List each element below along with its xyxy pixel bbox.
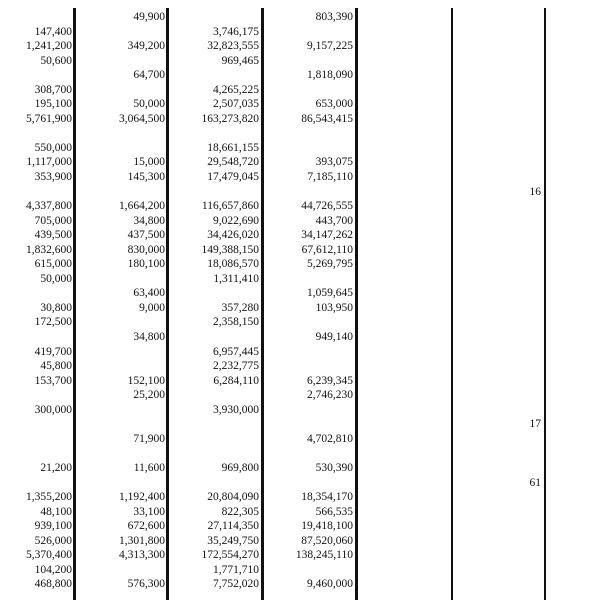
table-row [0,432,600,447]
table-row [0,228,600,243]
table-cell: 300,000 [34,403,72,416]
table-cell: 44,726,555 [301,200,353,213]
table-row [0,112,600,127]
table-row [0,170,600,185]
table-row [0,403,600,418]
table-cell: 50,000 [133,98,165,111]
table-cell: 822,305 [221,505,259,518]
table-cell: 566,535 [315,505,353,518]
table-cell: 149,388,150 [201,243,259,256]
table-cell: 1,311,410 [213,272,259,285]
table-row [0,155,600,170]
table-cell: 27,114,350 [207,520,259,533]
table-cell: 1,832,600 [26,243,72,256]
table-row [0,388,600,403]
table-cell: 3,930,000 [213,403,259,416]
table-cell: 1,117,000 [26,156,72,169]
table-cell: 21,200 [40,461,72,474]
table-cell: 33,100 [133,505,165,518]
table-cell: 4,337,800 [26,200,72,213]
table-row [0,505,600,520]
table-cell: 71,900 [133,432,165,445]
table-cell: 3,746,175 [213,25,259,38]
table-row [0,446,600,461]
table-cell: 672,600 [127,520,165,533]
table-cell: 7,752,020 [213,578,259,591]
table-cell: 530,390 [315,461,353,474]
page-number-cell: 16 [529,185,541,198]
table-row [0,54,600,69]
table-cell: 64,700 [133,69,165,82]
table-cell: 63,400 [133,287,165,300]
table-row [0,257,600,272]
table-row [0,10,600,25]
table-row [0,563,600,578]
table-cell: 2,358,150 [213,316,259,329]
table-row [0,39,600,54]
table-cell: 50,600 [40,54,72,67]
table-cell: 86,543,415 [301,112,353,125]
page-number-cell: 61 [529,476,541,489]
table-row [0,359,600,374]
table-cell: 803,390 [315,11,353,23]
table-cell: 103,950 [315,301,353,314]
table-cell: 7,185,110 [307,171,353,184]
table-cell: 32,823,555 [207,40,259,53]
table-row [0,548,600,563]
table-cell: 25,200 [133,389,165,402]
table-cell: 172,500 [34,316,72,329]
table-cell: 3,064,500 [119,112,165,125]
table-cell: 15,000 [133,156,165,169]
table-row [0,83,600,98]
table-cell: 116,657,860 [201,200,259,213]
table-cell: 969,465 [221,54,259,67]
table-cell: 45,800 [40,360,72,373]
table-cell: 172,554,270 [201,549,259,562]
table-cell: 439,500 [34,229,72,242]
table-cell: 9,000 [139,301,165,314]
table-cell: 87,520,060 [301,534,353,547]
table-cell: 705,000 [34,214,72,227]
table-cell: 2,232,775 [213,360,259,373]
table-row [0,476,600,491]
table-row [0,534,600,549]
table-cell: 145,300 [127,171,165,184]
table-cell: 615,000 [34,258,72,271]
table-row [0,519,600,534]
table-cell: 163,273,820 [201,112,259,125]
table-cell: 34,147,262 [301,229,353,242]
table-cell: 357,280 [221,301,259,314]
table-row [0,68,600,83]
table-cell: 419,700 [34,345,72,358]
table-cell: 9,157,225 [307,40,353,53]
table-cell: 17,479,045 [207,171,259,184]
table-cell: 34,800 [133,214,165,227]
table-cell: 49,900 [133,11,165,23]
table-row [0,417,600,432]
table-cell: 576,300 [127,578,165,591]
table-cell: 1,818,090 [307,69,353,82]
table-cell: 153,700 [34,374,72,387]
table-cell: 5,370,400 [26,549,72,562]
table-cell: 443,700 [315,214,353,227]
table-cell: 18,354,170 [301,491,353,504]
table-row [0,25,600,40]
table-row [0,286,600,301]
table-cell: 18,661,155 [207,141,259,154]
table-row [0,577,600,592]
table-cell: 1,059,645 [307,287,353,300]
table-row [0,461,600,476]
table-cell: 1,664,200 [119,200,165,213]
table-row [0,272,600,287]
table-cell: 180,100 [127,258,165,271]
table-cell: 949,140 [315,331,353,344]
table-cell: 18,086,570 [207,258,259,271]
table-cell: 11,600 [133,461,165,474]
table-row [0,490,600,505]
table-row [0,97,600,112]
table-cell: 830,000 [127,243,165,256]
table-cell: 48,100 [40,505,72,518]
table-cell: 4,265,225 [213,83,259,96]
table-cell: 550,000 [34,141,72,154]
table-cell: 35,249,750 [207,534,259,547]
table-row [0,214,600,229]
table-cell: 152,100 [127,374,165,387]
table-row [0,126,600,141]
table-cell: 67,612,110 [301,243,353,256]
table-cell: 353,900 [34,171,72,184]
table-cell: 9,460,000 [307,578,353,591]
table-cell: 939,100 [34,520,72,533]
table-cell: 138,245,110 [295,549,353,562]
table-cell: 2,507,035 [213,98,259,111]
table-row [0,243,600,258]
table-cell: 653,000 [315,98,353,111]
table-cell: 9,022,690 [213,214,259,227]
table-cell: 2,746,230 [307,389,353,402]
table-cell: 50,000 [40,272,72,285]
table-cell: 349,200 [127,40,165,53]
table-cell: 5,761,900 [26,112,72,125]
table-row [0,141,600,156]
table-cell: 34,800 [133,331,165,344]
table-cell: 30,800 [40,301,72,314]
table-cell: 393,075 [315,156,353,169]
table-cell: 5,269,795 [307,258,353,271]
table-cell: 104,200 [34,563,72,576]
table-row [0,199,600,214]
table-cell: 20,804,090 [207,491,259,504]
table-row [0,185,600,200]
table-cell: 4,702,810 [307,432,353,445]
table-cell: 1,241,200 [26,40,72,53]
table-cell: 468,800 [34,578,72,591]
table-cell: 6,239,345 [307,374,353,387]
table-row [0,345,600,360]
table-cell: 1,771,710 [213,563,259,576]
table-cell: 6,957,445 [213,345,259,358]
table-cell: 526,000 [34,534,72,547]
financial-table [0,10,600,592]
table-cell: 195,100 [34,98,72,111]
table-cell: 19,418,100 [301,520,353,533]
table-cell: 6,284,110 [213,374,259,387]
table-cell: 29,548,720 [207,156,259,169]
table-cell: 437,500 [127,229,165,242]
table-row [0,374,600,389]
table-row [0,330,600,345]
table-row [0,301,600,316]
table-cell: 1,355,200 [26,491,72,504]
table-cell: 1,301,800 [119,534,165,547]
table-row [0,315,600,330]
table-cell: 147,400 [34,25,72,38]
table-cell: 1,192,400 [119,491,165,504]
table-cell: 34,426,020 [207,229,259,242]
table-cell: 308,700 [34,83,72,96]
table-cell: 969,800 [221,461,259,474]
table-cell: 4,313,300 [119,549,165,562]
page-number-cell: 17 [529,418,541,431]
